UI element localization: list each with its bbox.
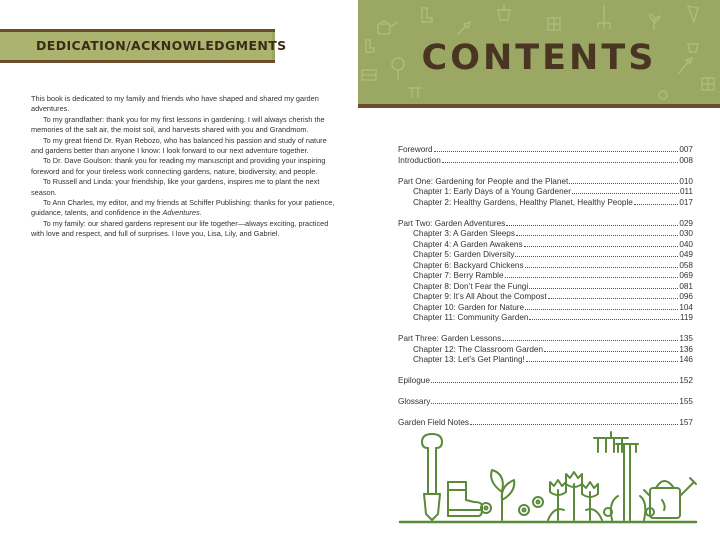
toc-entry-title: Chapter 4: A Garden Awakens [413, 239, 523, 249]
toc-entry-title: Chapter 10: Garden for Nature [413, 302, 525, 312]
dot-leader [442, 156, 679, 163]
dot-leader [569, 177, 678, 184]
toc-entry [398, 261, 693, 272]
toc-page-number: 011 [679, 187, 693, 196]
dot-leader [431, 376, 678, 383]
toc-entry-title: Chapter 1: Early Days of a Young Gardener [413, 187, 571, 196]
toc-page-number: 030 [679, 229, 693, 238]
toc-page-number: 119 [679, 313, 693, 322]
toc-page-number: 029 [679, 218, 693, 228]
toc-page-number: 136 [679, 344, 693, 354]
toc-entry-title: Chapter 3: A Garden Sleeps [413, 229, 515, 238]
dot-leader [525, 261, 679, 268]
toc-entry [398, 229, 693, 240]
toc-page-number: 104 [679, 302, 693, 312]
dot-leader [506, 219, 678, 226]
toc-page-number: 155 [679, 397, 693, 406]
toc-entry-title: Chapter 9: It’s All About the Compost [413, 292, 547, 301]
toc-page-number: 017 [679, 197, 693, 207]
toc-page-number: 058 [679, 260, 693, 270]
toc-entry [398, 313, 693, 324]
dot-leader [516, 229, 678, 236]
dedication-paragraph: To my grandfather: thank you for my first lessons in gardening. I will always cherish the memories of the salt air, the moist soil, and harvests shared with you and Grandmom. [31, 114, 325, 135]
toc-page-number: 135 [679, 334, 693, 343]
toc-entry [398, 187, 693, 198]
toc-entry-title: Chapter 11: Community Garden [413, 313, 529, 322]
flower-icon [481, 497, 543, 515]
dot-leader [572, 187, 679, 194]
dedication-heading: DEDICATION/ACKNOWLEDGMENTS [36, 38, 287, 53]
dedication-banner [0, 29, 287, 63]
toc-entry-title: Epilogue [398, 376, 430, 385]
dedication-paragraph: To my great friend Dr. Ryan Rebozo, who has balanced his passion and study of nature and gardens better than anyone I know: I look forward to our next adventure together. [31, 135, 327, 156]
toc-entry-title: Chapter 13: Let’s Get Planting! [413, 355, 525, 364]
toc-entry [398, 355, 693, 366]
toc-entry-title: Chapter 6: Backyard Chickens [413, 260, 524, 270]
dot-leader [515, 250, 678, 257]
dedication-paragraph: To Russell and Linda: your friendship, like your gardens, inspires me to plant the next season. [31, 177, 320, 197]
header-border [358, 104, 720, 108]
rake-icon [616, 444, 638, 520]
toc-entry-title: Introduction [398, 155, 441, 165]
toc-entry [398, 418, 693, 429]
dedication-paragraph: To Dr. Dave Goulson: thank you for reading my manuscript and providing your inspiring foreword and for your tireless work connecting gardens, nature, biodiversity, and people. [31, 156, 326, 176]
dot-leader [524, 240, 679, 247]
toc-entry-title: Glossary [398, 397, 431, 406]
dedication-paragraph: To my family: our shared gardens represent our life together—always exciting, practiced with love and respect, and full of surprises. I love you, Lisa, Lily, and Gabriel. [31, 218, 329, 239]
toc-entry-title: Chapter 8: Don’t Fear the Fungi [413, 281, 529, 291]
toc-entry [398, 376, 693, 387]
dot-leader [529, 313, 679, 320]
toc-entry-title: Chapter 12: The Classroom Garden [413, 344, 544, 354]
garden-boot-icon [448, 482, 482, 516]
toc-page-number: 146 [679, 355, 693, 364]
dot-leader [505, 271, 679, 278]
toc-entry [398, 397, 693, 408]
toc-entry-title: Foreword [398, 145, 433, 154]
toc-entry [398, 334, 693, 345]
contents-heading: CONTENTS [421, 38, 657, 78]
dot-leader [529, 282, 678, 289]
toc-entry-title: Part Two: Garden Adventures [398, 218, 506, 228]
toc-page-number: 040 [679, 239, 693, 249]
dedication-paragraph: To Ann Charles, my editor, and my friends at Schiffer Publishing: thanks for your patience, guidance, talents, and confidence in the Adventures. [31, 198, 335, 218]
toc-page-number: 152 [679, 376, 693, 385]
toc-entry [398, 271, 693, 282]
toc-entry-title: Chapter 7: Berry Ramble [413, 271, 504, 280]
right-page [358, 0, 720, 540]
toc-page-number: 007 [679, 145, 693, 154]
toc-entry [398, 250, 693, 261]
toc-entry-title: Part Three: Garden Lessons [398, 334, 502, 343]
hand-cultivator-icon [594, 432, 628, 452]
toc-entry-title: Part One: Gardening for People and the Planet [398, 176, 569, 186]
toc-entry [398, 292, 693, 303]
seedling-icon [491, 470, 514, 520]
toc-page-number: 069 [679, 271, 693, 280]
toc-entry [398, 282, 693, 293]
toc-entry [398, 219, 693, 230]
dot-leader [526, 355, 679, 362]
toc-entry [398, 345, 693, 356]
toc-entry [398, 156, 693, 167]
toc-entry-title: Garden Field Notes [398, 418, 469, 427]
toc-entry-title: Chapter 5: Garden Diversity [413, 250, 515, 259]
contents-header-banner [358, 0, 720, 107]
toc-entry-title: Chapter 2: Healthy Gardens, Healthy Planet, Healthy People [413, 197, 633, 207]
dedication-paragraph: This book is dedicated to my family and friends who have shaped and shared my garden adventures. [31, 94, 319, 114]
toc-page-number: 010 [679, 176, 693, 186]
dot-leader [544, 345, 678, 352]
toc-entry [398, 198, 693, 209]
toc-page-number: 049 [679, 250, 693, 259]
toc-page-number: 157 [679, 418, 693, 427]
dot-leader [434, 145, 679, 152]
toc-entry [398, 240, 693, 251]
toc-page-number: 096 [679, 292, 693, 301]
shovel-icon [422, 434, 442, 520]
dot-leader [502, 334, 678, 341]
watering-can-icon [644, 478, 696, 518]
toc-page-number: 008 [679, 155, 693, 165]
toc-entry [398, 303, 693, 314]
toc-entry [398, 145, 693, 156]
dedication-text [31, 94, 337, 240]
table-of-contents [398, 145, 693, 429]
toc-entry [398, 177, 693, 188]
dot-leader [548, 292, 679, 299]
dot-leader [525, 303, 678, 310]
dot-leader [634, 198, 679, 205]
dot-leader [470, 418, 678, 425]
garden-illustration [398, 430, 698, 530]
toc-page-number: 081 [679, 281, 693, 291]
dot-leader [431, 397, 678, 404]
tulip-icon [548, 472, 602, 520]
left-page [0, 0, 358, 540]
